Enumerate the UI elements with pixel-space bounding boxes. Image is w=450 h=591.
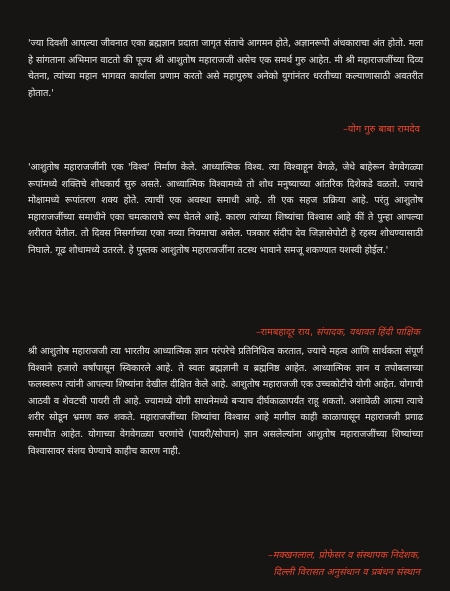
quote-rambahadur-rai: 'आशुतोष महाराजजींनी एक 'विश्व' निर्माण केले. आध्यात्मिक विश्व. त्या विश्वाहून वेगळे, जेथे बाहेरून वेगवेगळ्या रूपांमध्ये शक्तिचे शोधकार्य सुरु असते. आध्यात्मिक विश्वामध्ये तो शोध मनुष्याच्या आंतरिक दिशेकडे वळतो. ज्याचे मोक्षामध्ये रूपांतरण शक्य होते. त्याचीं एक अवस्था समाधी आहे. ती एक सहज प्रक्रिया आहे. परंतु आशुतोष महाराजजींच्या समाधीने एका चमत्काराचे रूप घेतले आहे. कारण त्यांच्या शिष्यांचा विश्वास आहे कीं ते पुन्हा आपल्या शरीरात येतील. तो दिवस निसर्गाच्या एका नव्या नियमाचा असेल. पत्रकार संदीप देव जिज्ञासेपोटी हे रहस्य शोधण्यासाठी निघाले. गूढ शोधामध्ये उतरले. हे पुस्तक आशुतोष महाराजजींना तटस्थ भावाने समजू शकण्यात यशस्वी होईल.' [28,162,423,256]
attribution-name: –रामबहादूर राय, [255,327,314,338]
quote-makkhanlal: श्री आशुतोष महाराजजी त्या भारतीय आध्यात्मिक ज्ञान परंपरेचे प्रतिनिधित्व करतात, ज्याचे महत्व आणि सार्थकता संपूर्ण विश्वाने हजारो वर्षांपासून स्विकारले आहे. ते स्वतः ब्रह्मज्ञानी व ब्रह्मनिष्ठ आहेत. आध्यात्मिक ज्ञान व तपोबलाच्या फलस्वरूप त्यांनी आपल्या शिष्यांना देखील दीक्षित केले आहे. आशुतोष महाराजजी एक उच्चकोटीचे योगी आहेत. योगाची आठवी व शेवटची पायरी ती आहे. ज्यामध्ये योगी साधनेमध्ये बऱ्याच दीर्घकाळापर्यंत राहू शकतो. अशावेळी आत्मा त्याचे शरीर सोडून भ्रमण करु शकते. महाराजजींच्या शिष्यांचा विश्वास आहे मागील काही काळापासून महाराजजी प्रगाढ समाधीत आहेत. योगाच्या वेगवेगळ्या चरणांचे (पायरी/सोपान) ज्ञान असलेल्यांना आशुतोष महाराजजींच्या शिष्यांच्या विश्वासावर संशय घेण्याचे काहीच कारण नाही. [28,346,423,457]
attribution-role: संपादक, यथावत हिंदी पाक्षिक [316,327,420,338]
attribution-makkhanlal [268,548,420,581]
attribution-rambahadur-rai [256,325,420,342]
attribution-institute: दिल्ली विरासत अनुसंधान व प्रबंधन संस्थान [273,566,420,578]
attribution-name-role: –मक्खनलाल, प्रोफेसर व संस्थापक निदेशक, [267,550,420,561]
attribution-ramdev: –योग गुरु बाबा रामदेव [342,124,420,135]
quote-ramdev: 'ज्या दिवशी आपल्या जीवनात एका ब्रह्मज्ञान प्रदाता जागृत संताचे आगमन होते, अज्ञानरूपी अंधकाराचा अंत होतो. मला हे सांगताना अभिमान वाटतो की पूज्य श्री आशुतोष महाराजजी असेच एक समर्थ गुरु आहेत. मी श्री महाराजजींच्या दिव्य चेतना, त्यांच्या महान भागवत कार्याला प्रणाम करतो असे महापुरुष अनेको युगांनंतर धरतीच्या कल्याणासाठी अवतरीत होतात.' [28,38,423,99]
